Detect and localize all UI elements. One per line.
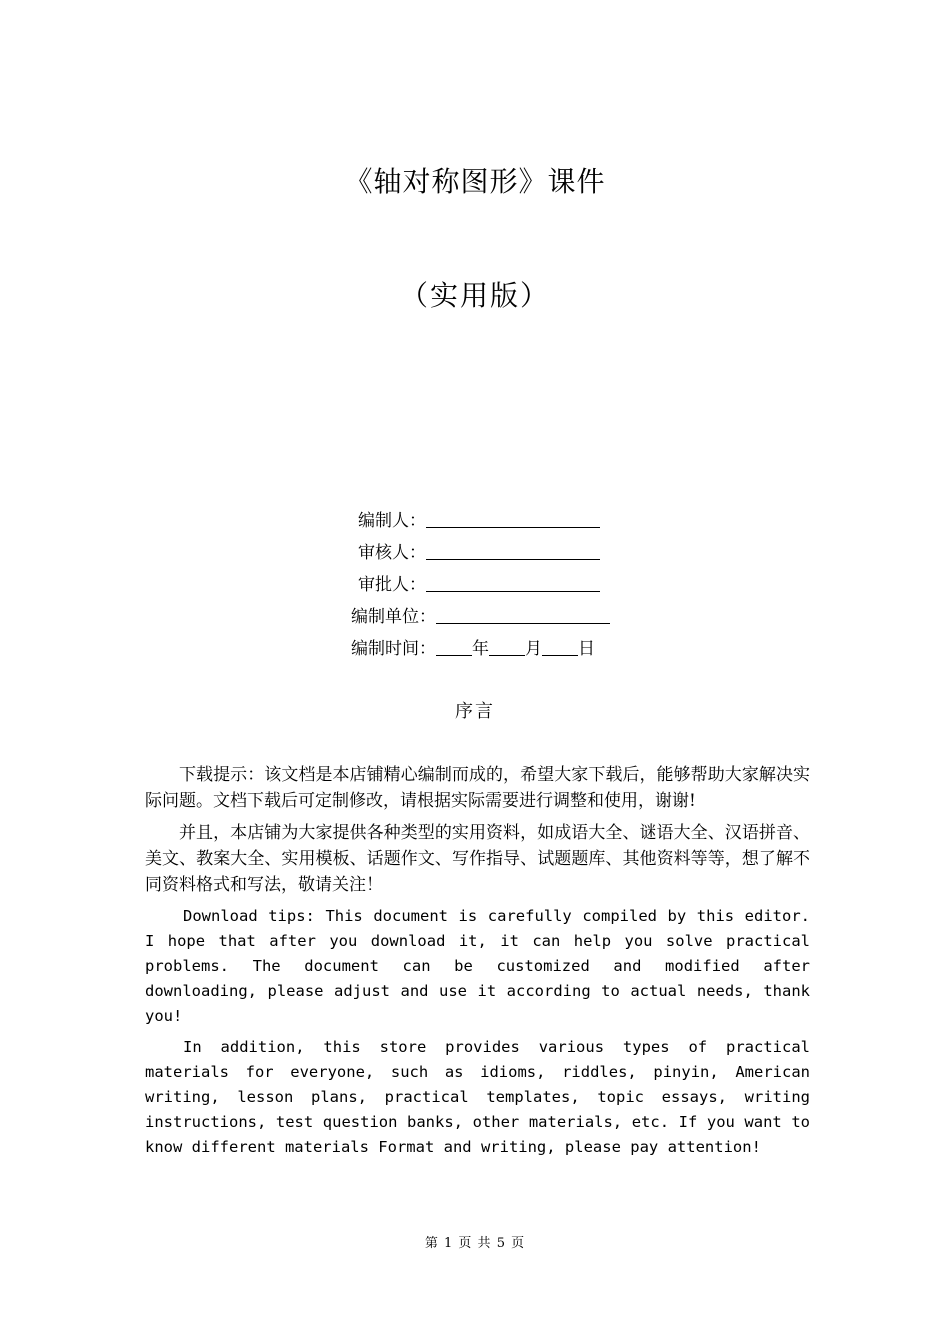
time-row bbox=[0, 633, 950, 665]
preface-body bbox=[145, 762, 810, 1166]
approver-row bbox=[0, 569, 950, 601]
approver-label: 审批人： bbox=[358, 575, 426, 595]
preface-paragraph-1: 下载提示：该文档是本店铺精心编制而成的，希望大家下载后，能够帮助大家解决实际问题。文档下载后可定制修改，请根据实际需要进行调整和使用，谢谢! bbox=[145, 765, 810, 811]
document-title: 《轴对称图形》课件 bbox=[344, 165, 606, 198]
time-label: 编制时间： bbox=[351, 639, 436, 659]
reviewer-row bbox=[0, 537, 950, 569]
unit-row bbox=[0, 601, 950, 633]
unit-blank bbox=[436, 603, 610, 624]
month-blank bbox=[489, 635, 525, 656]
month-label: 月 bbox=[525, 639, 542, 659]
info-fields bbox=[0, 505, 950, 665]
approver-blank bbox=[426, 571, 600, 592]
unit-label: 编制单位： bbox=[351, 607, 436, 627]
preface-paragraph-3: Download tips: This document is carefully compiled by this editor. I hope that after you download it, it can help you solve practical problems. The document can be customized and modified after downloading, please adjust and use it according to actual needs, thank you! bbox=[145, 907, 810, 1025]
preface-paragraph-2: 并且，本店铺为大家提供各种类型的实用资料，如成语大全、谜语大全、汉语拼音、美文、教案大全、实用模板、话题作文、写作指导、试题题库、其他资料等等，想了解不同资料格式和写法，敬请关注！ bbox=[145, 823, 810, 895]
preface-title: 序言 bbox=[455, 701, 495, 722]
day-blank bbox=[542, 635, 578, 656]
year-blank bbox=[436, 635, 472, 656]
preface-paragraph-4: In addition, this store provides various types of practical materials for everyone, such as idioms, riddles, pinyin, American writing, lesson plans, practical templates, topic essays, writing instructions, test question banks, other materials, etc. If you want to know different materials Format and writing, please pay attention! bbox=[145, 1038, 810, 1156]
compiler-label: 编制人： bbox=[358, 511, 426, 531]
day-label: 日 bbox=[578, 639, 595, 659]
reviewer-label: 审核人： bbox=[358, 543, 426, 563]
compiler-row bbox=[0, 505, 950, 537]
page-indicator: 第 1 页 共 5 页 bbox=[424, 1236, 526, 1251]
document-subtitle: （实用版） bbox=[399, 279, 550, 312]
compiler-blank bbox=[426, 507, 600, 528]
year-label: 年 bbox=[472, 639, 489, 659]
reviewer-blank bbox=[426, 539, 600, 560]
